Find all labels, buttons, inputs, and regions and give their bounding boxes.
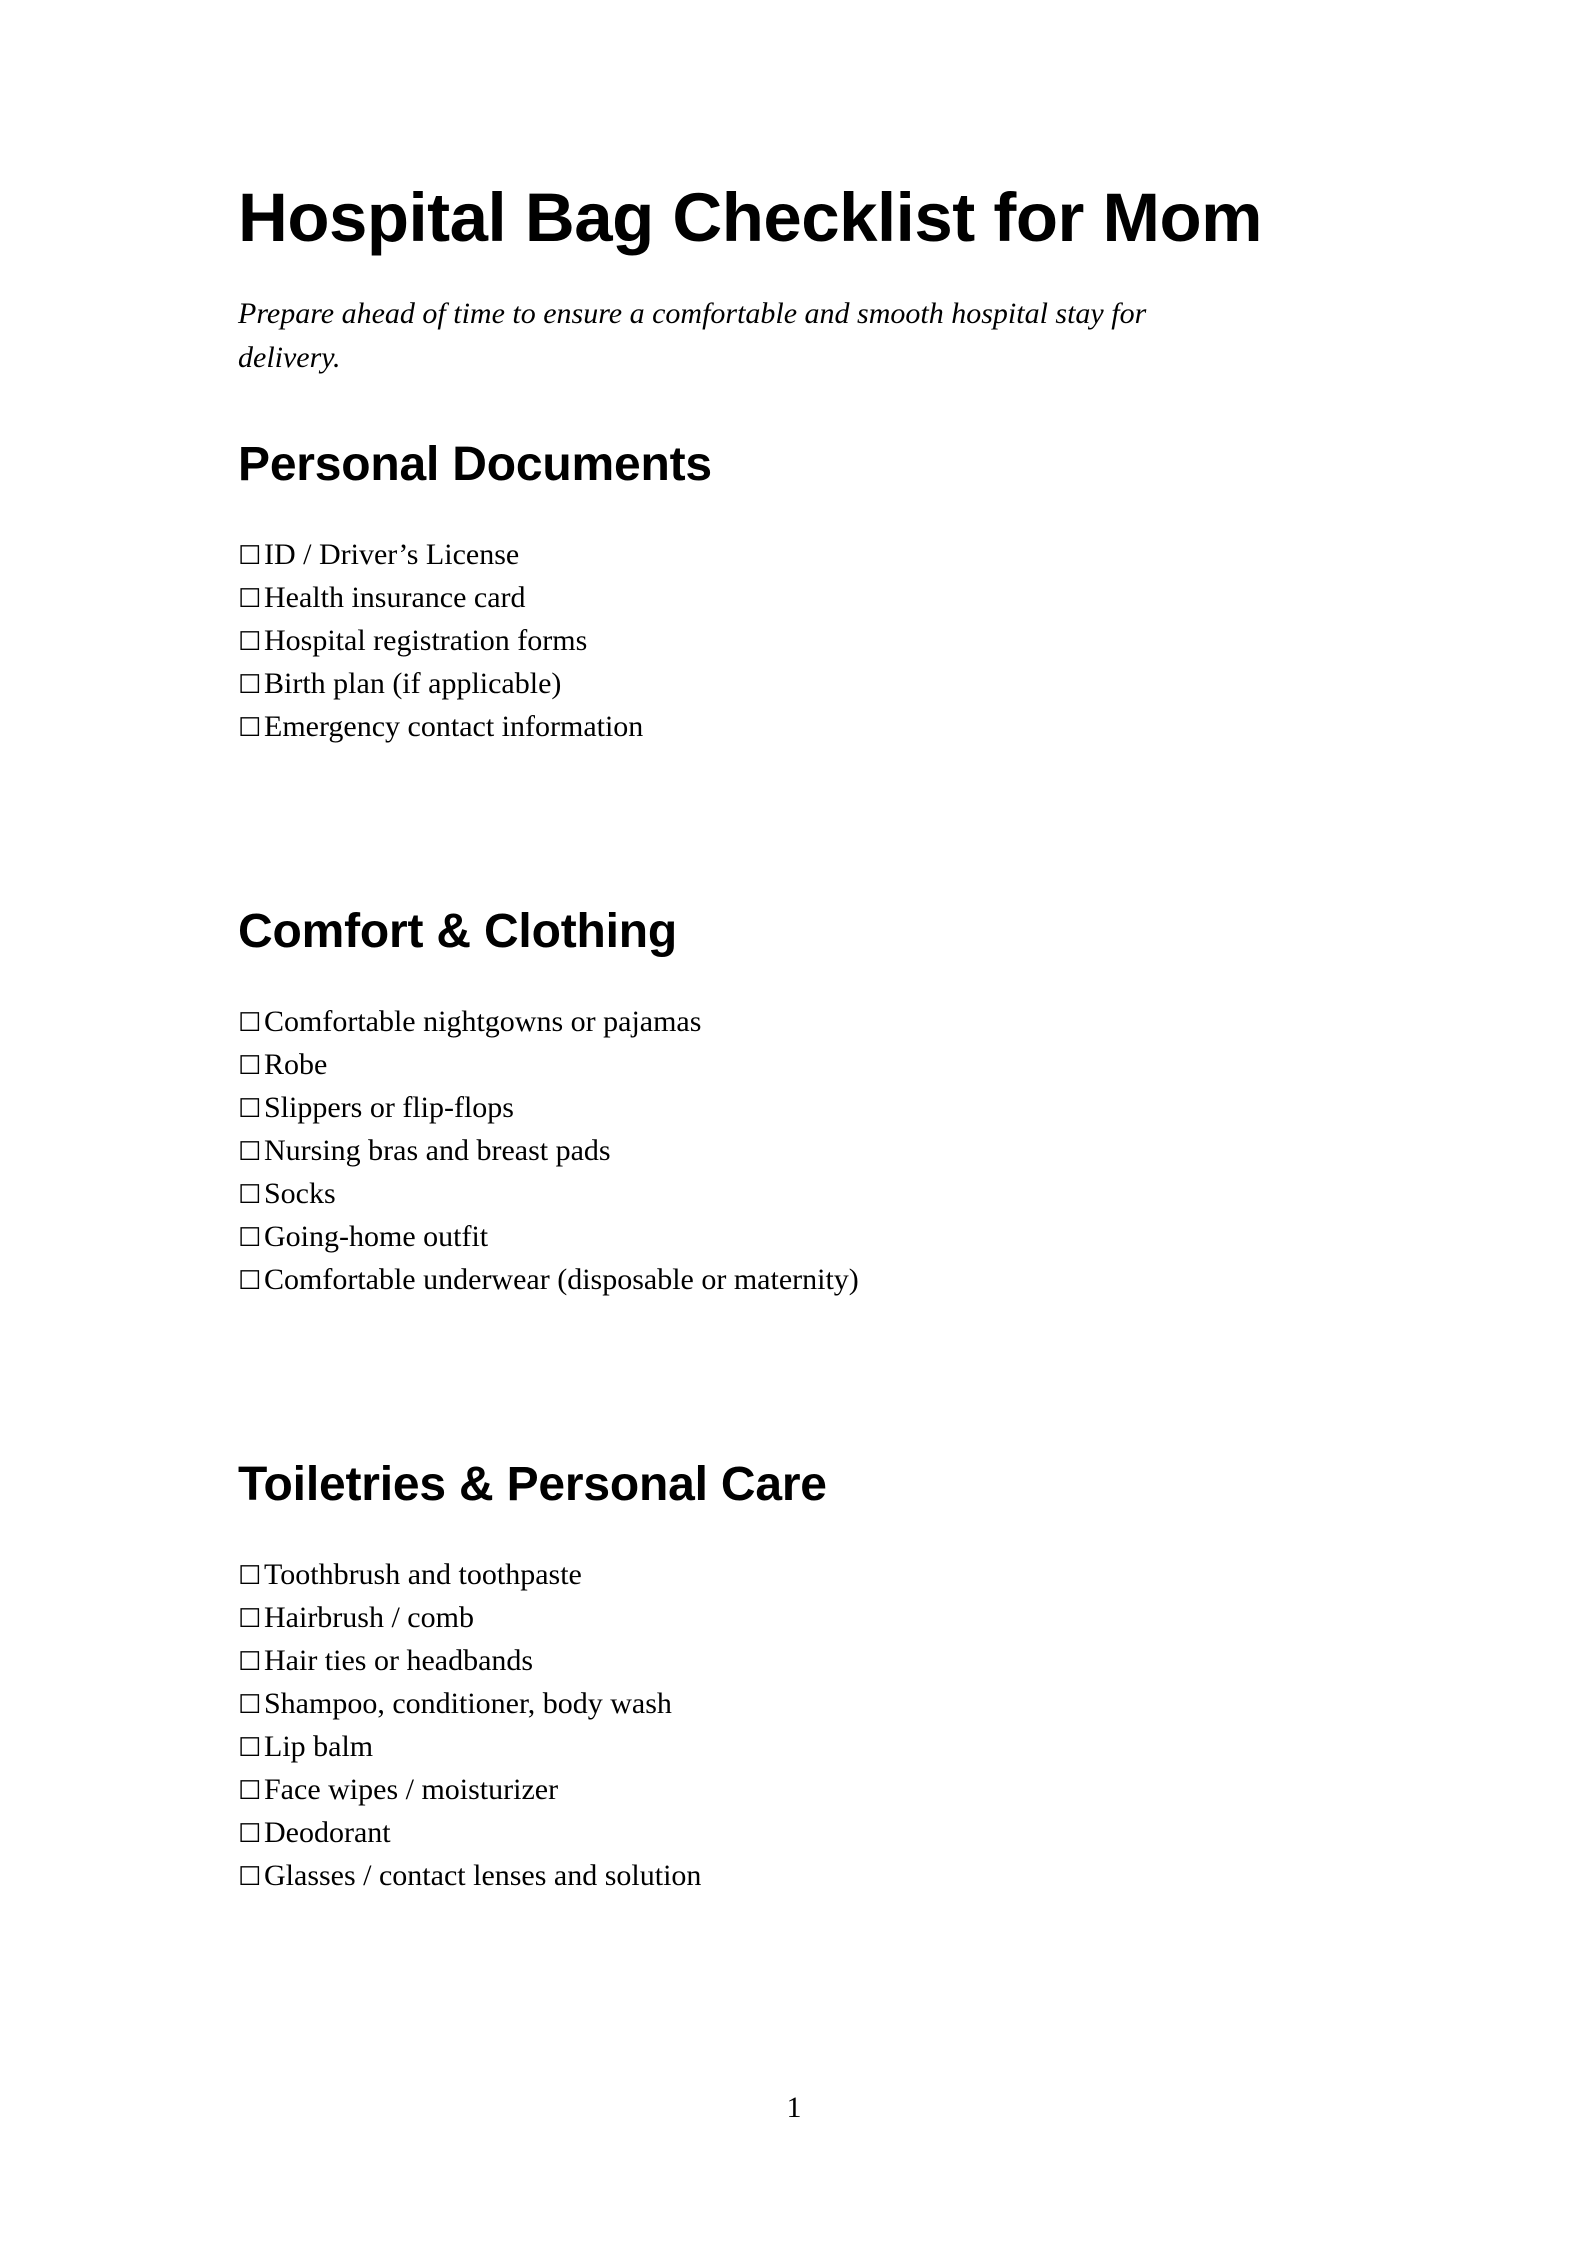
checklist-item-label: Glasses / contact lenses and solution [264,1859,702,1892]
checklist-item-label: Health insurance card [264,581,526,614]
checklist-item[interactable] [238,1087,1238,1130]
checklist-item[interactable] [238,1173,1238,1216]
checklist-item-label: ID / Driver’s License [264,538,520,571]
checkbox-icon[interactable]: ☐ [238,1051,262,1081]
checklist-item-label: Hairbrush / comb [264,1601,474,1634]
checklist-item-label: Comfortable underwear (disposable or maternity) [264,1263,859,1296]
checklist-item[interactable] [238,1130,1238,1173]
checkbox-icon[interactable]: ☐ [238,1266,262,1296]
section-heading: Toiletries & Personal Care [238,1458,827,1511]
section-heading: Personal Documents [238,438,712,491]
checkbox-icon[interactable]: ☐ [238,670,262,700]
section-toiletries-personal-care [238,1302,1238,1898]
checklist-item[interactable] [238,1855,1238,1898]
checklist-item-label: Deodorant [264,1816,391,1849]
checkbox-icon[interactable]: ☐ [238,1094,262,1124]
checkbox-icon[interactable]: ☐ [238,1733,262,1763]
checklist-item[interactable] [238,620,1238,663]
checklist-item-label: Toothbrush and toothpaste [264,1558,582,1591]
checkbox-icon[interactable]: ☐ [238,541,262,571]
checklist-item-label: Face wipes / moisturizer [264,1773,559,1806]
checklist-personal-documents [238,493,1238,749]
checkbox-icon[interactable]: ☐ [238,584,262,614]
checklist-item-label: Hair ties or headbands [264,1644,534,1677]
checklist-item[interactable] [238,577,1238,620]
checklist-item[interactable] [238,1769,1238,1812]
checklist-item[interactable] [238,1726,1238,1769]
checklist-item[interactable] [238,1640,1238,1683]
checkbox-icon[interactable]: ☐ [238,1008,262,1038]
checklist-item[interactable] [238,534,1238,577]
checkbox-icon[interactable]: ☐ [238,1561,262,1591]
checkbox-icon[interactable]: ☐ [238,713,262,743]
page-title: Hospital Bag Checklist for Mom [238,179,1262,256]
checklist-item[interactable] [238,663,1238,706]
checkbox-icon[interactable]: ☐ [238,1819,262,1849]
checklist-item-label: Robe [264,1048,328,1081]
document-content [238,0,1262,1898]
section-comfort-clothing [238,749,1238,1302]
checklist-item-label: Comfortable nightgowns or pajamas [264,1005,702,1038]
checkbox-icon[interactable]: ☐ [238,1647,262,1677]
checklist-item[interactable] [238,1597,1238,1640]
checkbox-icon[interactable]: ☐ [238,1776,262,1806]
checklist-item[interactable] [238,1259,1238,1302]
checklist-item[interactable] [238,1044,1238,1087]
checklist-item-label: Slippers or flip-flops [264,1091,514,1124]
checklist-item-label: Hospital registration forms [264,624,588,657]
checkbox-icon[interactable]: ☐ [238,1223,262,1253]
checklist-item-label: Emergency contact information [264,710,644,743]
section-heading: Comfort & Clothing [238,905,677,958]
checklist-comfort-clothing [238,960,1238,1302]
checklist-item[interactable] [238,1683,1238,1726]
checklist-item-label: Nursing bras and breast pads [264,1134,611,1167]
checklist-item-label: Socks [264,1177,336,1210]
checklist-item[interactable] [238,706,1238,749]
checkbox-icon[interactable]: ☐ [238,1137,262,1167]
checkbox-icon[interactable]: ☐ [238,1180,262,1210]
checkbox-icon[interactable]: ☐ [238,1604,262,1634]
checklist-item-label: Shampoo, conditioner, body wash [264,1687,672,1720]
page-number: 1 [786,2091,802,2124]
checkbox-icon[interactable]: ☐ [238,1690,262,1720]
checkbox-icon[interactable]: ☐ [238,627,262,657]
checklist-item-label: Going-home outfit [264,1220,489,1253]
checklist-item[interactable] [238,1001,1238,1044]
checklist-toiletries-personal-care [238,1513,1238,1898]
checklist-item-label: Lip balm [264,1730,374,1763]
checklist-item[interactable] [238,1554,1238,1597]
checklist-item[interactable] [238,1216,1238,1259]
checklist-item[interactable] [238,1812,1238,1855]
section-personal-documents [238,380,1238,749]
checklist-item-label: Birth plan (if applicable) [264,667,562,700]
document-subtitle: Prepare ahead of time to ensure a comfortable and smooth hospital stay for delivery. [238,297,1147,374]
checkbox-icon[interactable]: ☐ [238,1862,262,1892]
